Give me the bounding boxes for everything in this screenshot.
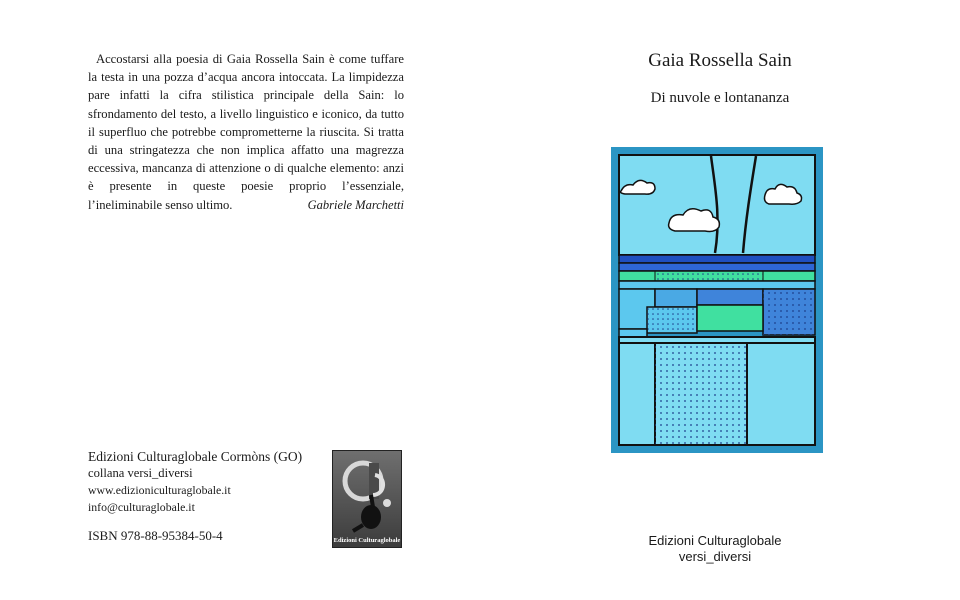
blurb-signature: Gabriele Marchetti <box>307 198 404 212</box>
publisher-name: Edizioni Culturaglobale <box>88 449 218 464</box>
blurb-text: Accostarsi alla poesia di Gaia Rossella Sain è come tuffare la testa in una pozza d’acqua ancora intoccata. La limpidezza pare infatti la cifra stilistica principale della Sain: lo sfrondamento del testo, a livello linguistico e iconico, da tutto il superfluo che potrebbe comprometterne la riuscita. Si tratta di una stringatezza che non implica affatto una magrezza eccessiva, mancanza di attenzione o di qualche elemento: anzi è presente in queste poesie proprio l’essenziale, l’ineliminabile senso ultimo. <box>88 52 404 212</box>
isbn: ISBN 978-88-95384-50-4 <box>88 528 223 543</box>
website-link[interactable]: www.edizioniculturaglobale.it <box>88 483 231 497</box>
logo-caption: Edizioni Culturaglobale <box>333 537 401 544</box>
book-title: Di nuvole e lontananza <box>650 90 790 106</box>
back-cover-blurb <box>88 50 404 214</box>
email-link[interactable]: info@culturaglobale.it <box>88 500 195 514</box>
logo-graphic <box>333 451 401 537</box>
front-publisher-name: Edizioni Culturaglobale <box>648 533 782 548</box>
publisher-place: Cormòns (GO) <box>220 449 303 464</box>
series-line: collana versi_diversi <box>88 466 193 480</box>
publisher-info <box>88 448 328 516</box>
front-publisher <box>620 533 810 565</box>
front-series: versi_diversi <box>678 549 752 564</box>
author-name: Gaia Rossella Sain <box>648 50 792 71</box>
cover-illustration <box>611 147 823 453</box>
publisher-name-line <box>88 448 328 465</box>
publisher-logo <box>332 450 402 548</box>
